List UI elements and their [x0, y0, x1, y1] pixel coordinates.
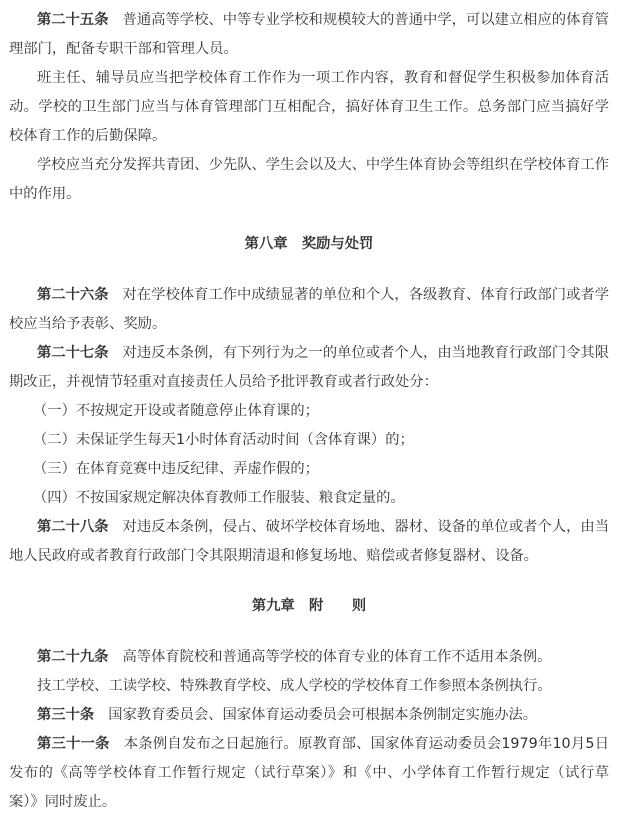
article-28-label: 第二十八条: [37, 519, 109, 535]
article-30-text: 国家教育委员会、国家体育运动委员会可根据本条例制定实施办法。: [108, 707, 538, 723]
article-31-label: 第三十一条: [37, 736, 110, 752]
chapter-8-heading: 第八章 奖励与处罚: [244, 236, 374, 252]
article-30-label: 第三十条: [37, 707, 95, 723]
article-28-text: 对违反本条例，侵占、破坏学校体育场地、器材、设备的单位或者个人，由当地人民政府或者教育行政部门令其限期清退和修复场地、赔偿或者修复器材、设备。: [9, 519, 610, 564]
article-29-label: 第二十九条: [37, 649, 109, 665]
article-27-label: 第二十七条: [37, 345, 109, 361]
article-29-paragraph-2: 技工学校、工读学校、特殊教育学校、成人学校的学校体育工作参照本条例执行。: [37, 678, 552, 694]
chapter-9-heading: 第九章 附 则: [251, 598, 367, 614]
article-27-text: 对违反本条例，有下列行为之一的单位或者个人，由当地教育行政部门令其限期改正，并视情节轻重对直接责任人员给予批评教育或者行政处分：: [9, 345, 610, 390]
article-26-text: 对在学校体育工作中成绩显著的单位和个人，各级教育、体育行政部门或者学校应当给予表彰、奖励。: [9, 287, 610, 332]
article-29-text: 高等体育院校和普通高等学校的体育专业的体育工作不适用本条例。: [122, 649, 552, 665]
article-31-text: 本条例自发布之日起施行。原教育部、国家体育运动委员会1979年10月5日发布的《高等学校体育工作暂行规定（试行草案）》和《中、小学体育工作暂行规定（试行草案）》同时废止。: [9, 736, 610, 810]
article-25-label: 第二十五条: [37, 12, 109, 28]
article-25-paragraph-3: 学校应当充分发挥共青团、少先队、学生会以及大、中学生体育协会等组织在学校体育工作中的作用。: [9, 157, 609, 202]
article-25-paragraph: [9, 6, 609, 64]
article-27-item-1: （一）不按规定开设或者随意停止体育课的；: [33, 403, 319, 419]
article-26-paragraph: [9, 281, 609, 339]
article-27-item-3: （三）在体育竞赛中违反纪律、弄虚作假的；: [33, 461, 319, 477]
article-30-paragraph: [9, 701, 609, 730]
article-31-paragraph: [9, 730, 609, 817]
article-29-paragraph: [9, 643, 609, 672]
article-27-item-4: （四）不按国家规定解决体育教师工作服装、粮食定量的。: [33, 490, 405, 506]
article-25-paragraph-2: 班主任、辅导员应当把学校体育工作作为一项工作内容，教育和督促学生积极参加体育活动。学校的卫生部门应当与体育管理部门互相配合，搞好体育卫生工作。总务部门应当搞好学校体育工作的后勤保障。: [9, 70, 609, 144]
article-26-label: 第二十六条: [37, 287, 109, 303]
article-28-paragraph: [9, 513, 609, 571]
article-25-text: 普通高等学校、中等专业学校和规模较大的普通中学，可以建立相应的体育管理部门，配备专职干部和管理人员。: [9, 12, 610, 57]
article-27-paragraph: [9, 339, 609, 397]
article-27-item-2: （二）未保证学生每天1小时体育活动时间（含体育课）的；: [33, 432, 414, 448]
